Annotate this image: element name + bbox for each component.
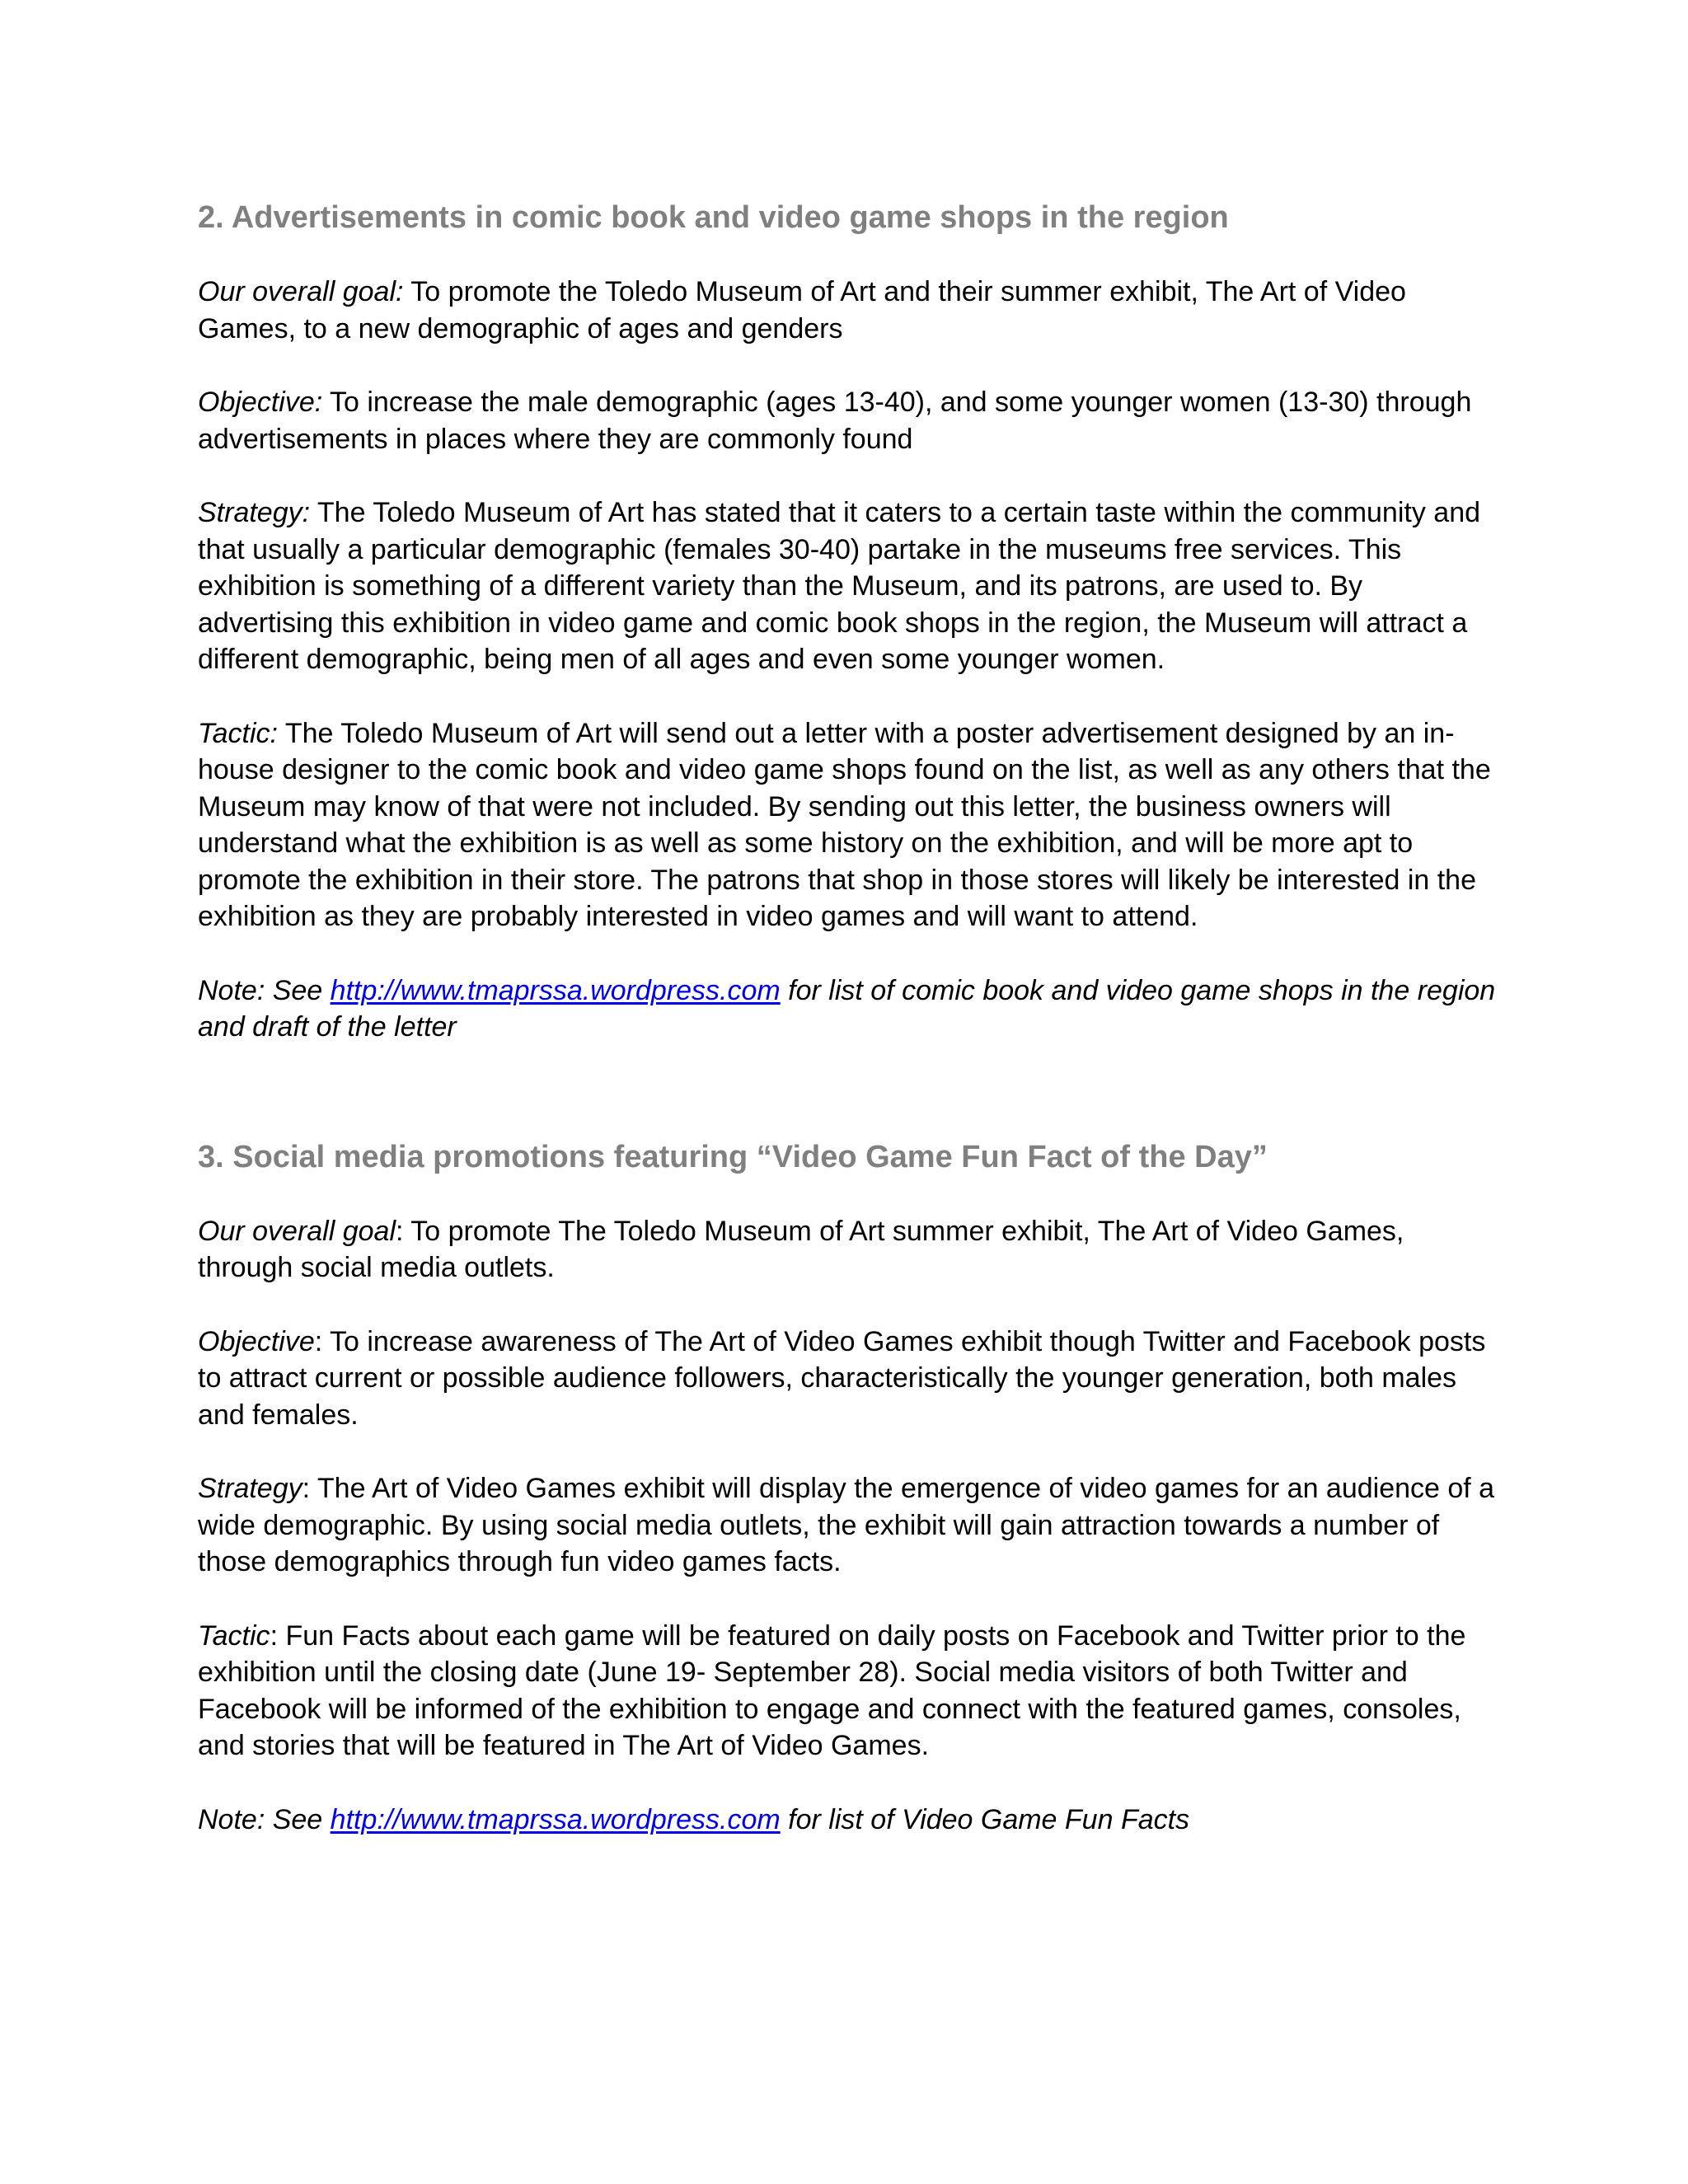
objective-label: Objective: [198, 1325, 315, 1357]
note-paragraph: [198, 1802, 1500, 1839]
note-prefix: Note: See: [198, 974, 331, 1006]
section-advertisements: [198, 194, 1500, 1046]
goal-paragraph: [198, 1213, 1500, 1286]
goal-text: To promote the Toledo Museum of Art and their summer exhibit, The Art of Video Games, to a new demographic of ages and genders: [198, 276, 1406, 344]
goal-label: Our overall goal:: [198, 276, 404, 307]
note-paragraph: [198, 972, 1500, 1046]
tactic-text: : Fun Facts about each game will be featured on daily posts on Facebook and Twitter prior to the exhibition until the closing date (June 19- September 28). Social media visitors of both Twitter and Facebook will be informed of the exhibition to engage and connect with the featured games, consoles, and stories that will be featured in The Art of Video Games.: [198, 1619, 1466, 1761]
goal-text: : To promote The Toledo Museum of Art summer exhibit, The Art of Video Games, through social media outlets.: [198, 1215, 1404, 1283]
tactic-paragraph: [198, 715, 1500, 935]
strategy-text: The Toledo Museum of Art has stated that it caters to a certain taste within the community and that usually a particular demographic (females 30-40) partake in the museums free services. This exhibition is something of a different variety than the Museum, and its patrons, are used to. By advertising this exhibition in video game and comic book shops in the region, the Museum will attract a different demographic, being men of all ages and even some younger women.: [198, 497, 1481, 675]
tactic-label: Tactic:: [198, 717, 279, 749]
tactic-label: Tactic: [198, 1619, 270, 1652]
objective-text: To increase the male demographic (ages 13-40), and some younger women (13-30) through advertisements in places where they are commonly found: [198, 387, 1472, 455]
section-social-media: [198, 1134, 1500, 1839]
section-spacer: [198, 1083, 1500, 1134]
goal-label: Our overall goal: [198, 1215, 396, 1247]
goal-paragraph: [198, 274, 1500, 347]
note-prefix: Note: See: [198, 1803, 331, 1835]
tactic-text: The Toledo Museum of Art will send out a letter with a poster advertisement designed by an in-house designer to the comic book and video game shops found on the list, as well as any others that the Museum may know of that were not included. By sending out this letter, the business owners will understand what the exhibition is as well as some history on the exhibition, and will be more apt to promote the exhibition in their store. The patrons that shop in those stores will likely be interested in the exhibition as they are probably interested in video games and will want to attend.: [198, 717, 1491, 932]
strategy-paragraph: [198, 494, 1500, 678]
section-heading: 2. Advertisements in comic book and video game shops in the region: [198, 200, 1229, 235]
note-suffix: for list of comic book and video game shops in the region and draft of the letter: [198, 974, 1496, 1043]
note-suffix: for list of Video Game Fun Facts: [780, 1803, 1190, 1835]
strategy-label: Strategy: [198, 1473, 302, 1504]
document-page: [198, 194, 1500, 1875]
objective-paragraph: [198, 1324, 1500, 1434]
wordpress-link[interactable]: http://www.tmaprssa.wordpress.com: [330, 1803, 781, 1835]
wordpress-link[interactable]: http://www.tmaprssa.wordpress.com: [330, 974, 781, 1006]
tactic-paragraph: [198, 1618, 1500, 1765]
objective-paragraph: [198, 384, 1500, 457]
strategy-text: : The Art of Video Games exhibit will display the emergence of video games for an audience of a wide demographic. By using social media outlets, the exhibit will gain attraction towards a number of those demographics through fun video games facts.: [198, 1473, 1495, 1577]
objective-label: Objective:: [198, 387, 323, 418]
objective-text: : To increase awareness of The Art of Video Games exhibit though Twitter and Facebook posts to attract current or possible audience followers, characteristically the younger generation, both males and females.: [198, 1325, 1486, 1431]
section-heading: 3. Social media promotions featuring “Video Game Fun Fact of the Day”: [198, 1139, 1268, 1174]
strategy-label: Strategy:: [198, 497, 311, 528]
strategy-paragraph: [198, 1470, 1500, 1581]
